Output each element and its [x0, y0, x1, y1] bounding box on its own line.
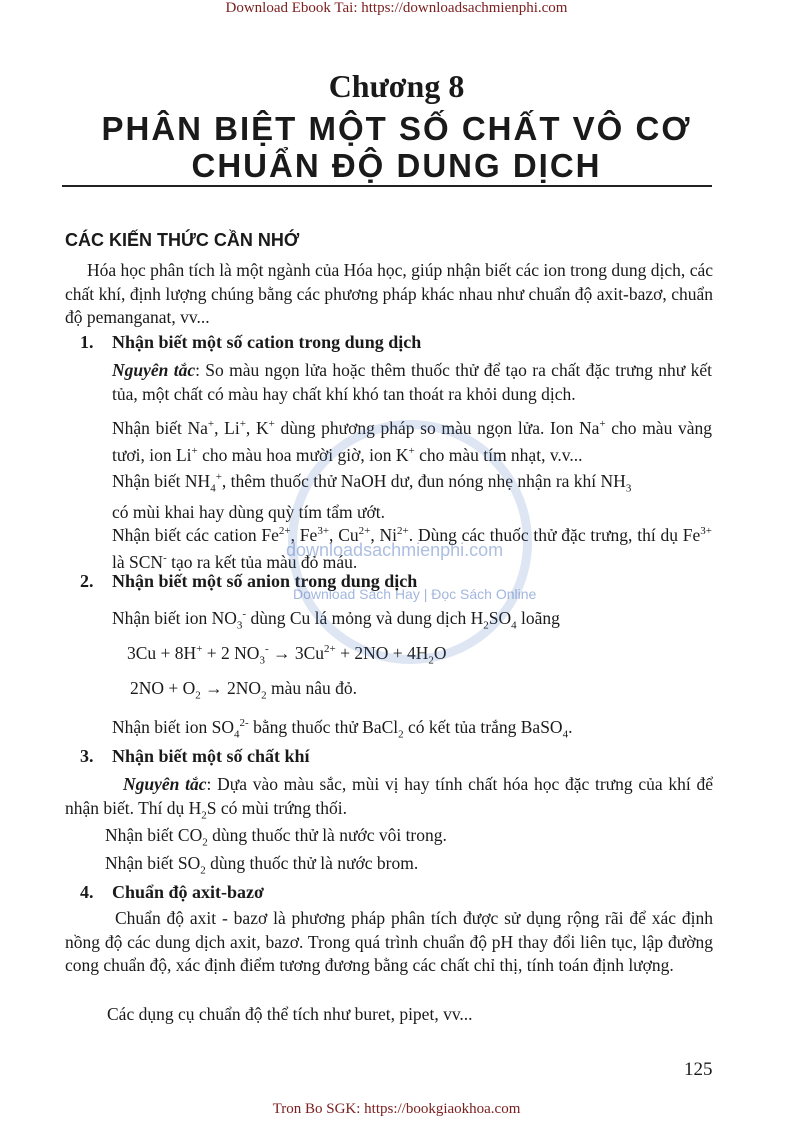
gas-co2-line: Nhận biết $CO_2$ dùng thuốc thử là nước vôi trong. [105, 825, 447, 849]
equation-2: $2NO + O_2 \to 2NO_2$ màu nâu đỏ. [130, 678, 357, 702]
cation-alkali-paragraph: Nhận biết Na+, Li+, K+ dùng phương pháp so màu ngọn lửa. Ion Na+ cho màu vàng tươi, ion Li+ cho màu hoa mười giờ, ion K+ cho màu tím nhạt, v.v... [112, 417, 712, 466]
anion-nitrate-paragraph: Nhận biết ion $NO_3^-$ dùng Cu lá mỏng và dung dịch $H_2SO_4$ loãng [112, 607, 560, 632]
cation-ammonium-paragraph: Nhận biết $NH_4^+$, thêm thuốc thử NaOH dư, đun nóng nhẹ nhận ra khí $NH_3$ có mùi khai hay dùng quỳ tím tẩm ướt. [112, 470, 632, 522]
gas-principle: Nguyên tắc: Dựa vào màu sắc, mùi vị hay tính chất hóa học đặc trưng của khí để nhận biết. Thí dụ $H_2S$ có mùi trứng thối. [65, 774, 713, 821]
section-heading: CÁC KIẾN THỨC CẦN NHỚ [65, 230, 300, 250]
titration-tools-line: Các dụng cụ chuẩn độ thể tích như buret, pipet, vv... [107, 1004, 473, 1024]
watermark-tagline: Download Sách Hay | Đọc Sách Online [293, 586, 537, 602]
cation-transition-paragraph: Nhận biết các cation $Fe^{2+}$, $Fe^{3+}$, $Cu^{2+}$, $Ni^{2+}$. Dùng các thuốc thử đặc trưng, thí dụ $Fe^{3+}$ là SCN- tạo ra kết tủa màu đỏ máu. [112, 524, 713, 573]
page-number: 125 [684, 1059, 713, 1080]
titration-paragraph: Chuẩn độ axit - bazơ là phương pháp phân tích được sử dụng rộng rãi để xác định nồng độ các dung dịch axit, bazơ. Trong quá trình chuẩn độ pH thay đổi liên tục, lập đường cong chuẩn độ, xác định điểm tương đương bằng các chất chỉ thị, tính toán định lượng. [65, 908, 713, 975]
title-divider [62, 185, 712, 187]
item-3-heading: 3. Nhận biết một số chất khí [80, 746, 310, 766]
chapter-title-line2: CHUẨN ĐỘ DUNG DỊCH [191, 147, 602, 184]
anion-sulfate-paragraph: Nhận biết ion $SO_4^{2-}$ bằng thuốc thử BaCl$_2$ có kết tủa trắng BaSO$_4$. [112, 716, 573, 741]
cation-principle: Nguyên tắc: So màu ngọn lửa hoặc thêm thuốc thử để tạo ra chất đặc trưng như kết tủa, một chất có màu hay chất khí khó tan thoát ra khỏi dung dịch. [112, 360, 712, 404]
item-4-heading: 4. Chuẩn độ axit-bazơ [80, 882, 264, 902]
chapter-label: Chương 8 [328, 68, 465, 104]
footer-link[interactable]: Tron Bo SGK: https://bookgiaokhoa.com [272, 1101, 521, 1117]
gas-so2-line: Nhận biết $SO_2$ dùng thuốc thử là nước brom. [105, 853, 419, 877]
download-header-link[interactable]: Download Ebook Tai: https://downloadsachmienphi.com [225, 0, 568, 16]
item-2-heading: 2. Nhận biết một số anion trong dung dịch [80, 571, 418, 591]
intro-paragraph: Hóa học phân tích là một ngành của Hóa học, giúp nhận biết các ion trong dung dịch, các chất khí, định lượng chúng bằng các phương pháp khác nhau như chuẩn độ axit-bazơ, chuẩn độ pemanganat, vv... [65, 260, 713, 327]
item-1-heading: 1. Nhận biết một số cation trong dung dịch [80, 332, 422, 352]
chapter-title-line1: PHÂN BIỆT MỘT SỐ CHẤT VÔ CƠ [101, 110, 692, 147]
equation-1: 3Cu + 8H+ + 2 $NO_3^- \to 3Cu^{2+} + 2NO + 4H_2O$ [127, 643, 447, 667]
watermark-site: downloadsachmienphi.com [286, 540, 504, 560]
